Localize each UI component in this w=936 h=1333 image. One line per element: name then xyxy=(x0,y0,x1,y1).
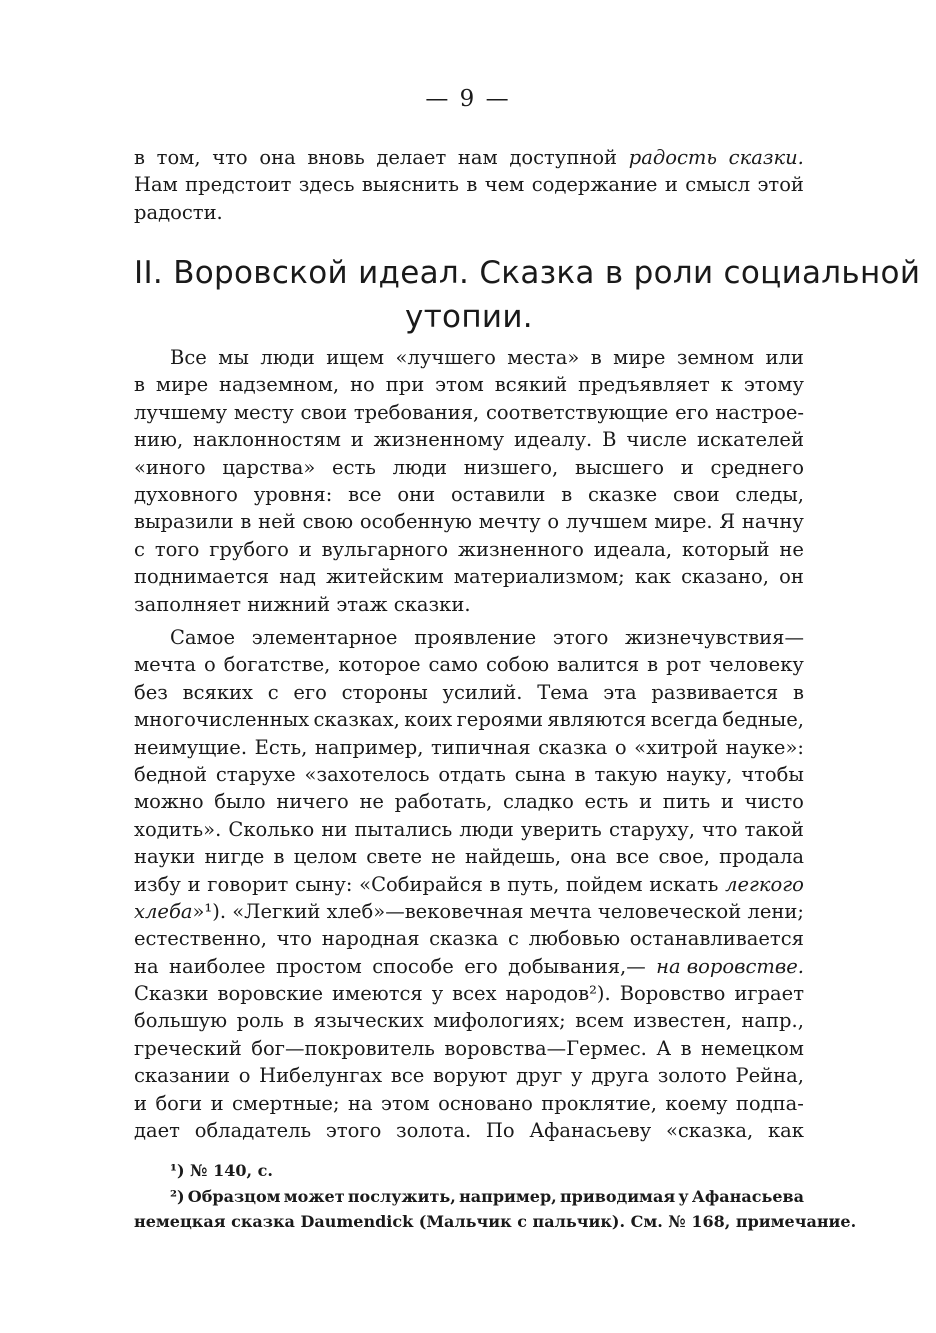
text-line: с того грубого и вульгарного жизненного идеала, который не xyxy=(134,537,804,561)
text-line: на наиболее простом способе его добывания,— на воровстве. xyxy=(134,954,804,978)
text-line: естественно, что народная сказка с любовью останавливается xyxy=(134,927,804,951)
intro-paragraph xyxy=(134,144,804,226)
section-heading xyxy=(134,251,921,339)
section-heading-line: II. Воровской идеал. Сказка в роли социальной xyxy=(134,255,921,291)
text-line: бедной старухе «захотелось отдать сына в такую науку, чтобы xyxy=(134,762,804,786)
footnote-1: ¹) № 140, с. xyxy=(170,1161,273,1180)
text-line: выразили в ней свою особенную мечту о лучшем мире. Я начну xyxy=(134,510,804,534)
text-line: радости. xyxy=(134,200,223,224)
footnotes xyxy=(134,1158,857,1235)
text-line: Сказки воровские имеются у всех народов²). Воровство играет xyxy=(134,982,804,1006)
text-line: многочисленных сказках, коих героями являются всегда бедные, xyxy=(134,708,804,732)
text-line: избу и говорит сыну: «Собирайся в путь, пойдем искать легкого xyxy=(134,872,804,896)
footnote-2-line-1: ²) Образцом может послужить, например, приводимая у Афанасьева xyxy=(170,1186,804,1206)
paragraph-2 xyxy=(134,624,804,1144)
text-line: большую роль в языческих мифологиях; всем известен, напр., xyxy=(134,1009,804,1033)
text-line: хлеба»¹). «Легкий хлеб»—вековечная мечта человеческой лени; xyxy=(134,899,804,923)
text-line: поднимается над житейским материализмом; как сказано, он xyxy=(134,565,804,589)
text-line: греческий бог—покровитель воровства—Гермес. А в немецком xyxy=(134,1036,804,1060)
text-line: и боги и смертные; на этом основано проклятие, коему подпа- xyxy=(134,1091,804,1115)
text-line: дает обладатель этого золота. По Афанасьеву «сказка, как xyxy=(134,1119,804,1143)
page-number: — 9 — xyxy=(425,86,511,112)
footnote-2-line-2: немецкая сказка Daumendick (Мальчик с пальчик). См. № 168, примечание. xyxy=(134,1212,857,1231)
text-line: Нам предстоит здесь выяснить в чем содержание и смысл этой xyxy=(134,173,804,197)
text-line: Самое элементарное проявление этого жизнечувствия— xyxy=(170,626,804,649)
text-line: заполняет нижний этаж сказки. xyxy=(134,592,471,616)
text-line: Все мы люди ищем «лучшего места» в мире земном или xyxy=(170,346,804,369)
text-line: можно было ничего не работать, сладко есть и пить и чисто xyxy=(134,790,804,814)
text-line: лучшему месту свои требования, соответствующие его настрое- xyxy=(134,400,804,424)
text-line: без всяких с его стороны усилий. Тема эта развивается в xyxy=(134,680,804,704)
text-line: в мире надземном, но при этом всякий предъявляет к этому xyxy=(134,373,804,397)
paragraph-1 xyxy=(134,344,804,618)
text-line: «иного царства» есть люди низшего, высшего и среднего xyxy=(134,455,804,479)
text-line: неимущие. Есть, например, типичная сказка о «хитрой науке»: xyxy=(134,735,804,759)
text-line: науки нигде в целом свете не найдешь, она все свое, продала xyxy=(134,845,804,869)
text-line: в том, что она вновь делает нам доступной радость сказки. xyxy=(134,146,804,169)
text-line: нию, наклонностям и жизненному идеалу. В числе искателей xyxy=(134,428,804,452)
text-line: ходить». Сколько ни пытались люди уверить старуху, что такой xyxy=(134,817,804,841)
section-heading-line: утопии. xyxy=(405,299,533,335)
text-line: мечта о богатстве, которое само собою валится в рот человеку xyxy=(134,653,804,677)
text-line: сказании о Нибелунгах все воруют друг у друга золото Рейна, xyxy=(134,1064,804,1088)
text-line: духовного уровня: все они оставили в сказке свои следы, xyxy=(134,482,804,506)
